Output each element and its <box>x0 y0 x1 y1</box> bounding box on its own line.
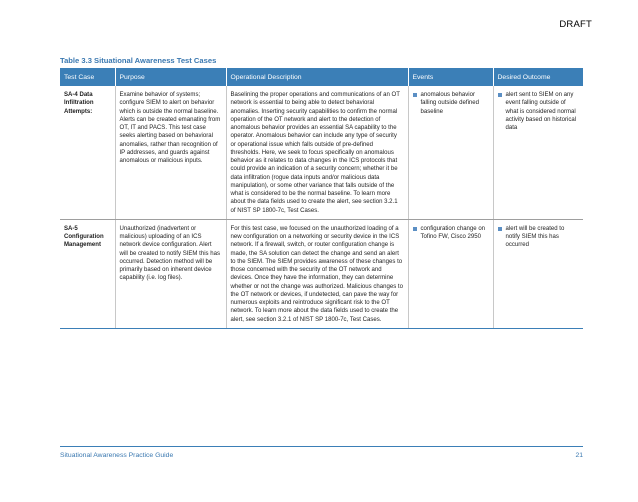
footer-page-number: 21 <box>575 452 583 459</box>
events-text: anomalous behavior falling outside defined baseline <box>420 92 479 115</box>
table-row <box>60 86 583 219</box>
column-header-purpose: Purpose <box>115 68 226 86</box>
events-cell <box>408 86 493 219</box>
table-caption: Table 3.3 Situational Awareness Test Cases <box>60 56 217 65</box>
events-text: configuration change on Tofino FW, Cisco 2950 <box>420 225 486 240</box>
desired-outcome-cell <box>493 219 583 328</box>
desired-outcome-cell <box>493 86 583 219</box>
draft-label: DRAFT <box>559 19 592 30</box>
table-row <box>60 219 583 328</box>
events-cell <box>408 219 493 328</box>
bullet-icon <box>413 93 417 97</box>
test-case-cell: SA-4 Data Infiltration Attempts: <box>60 86 115 219</box>
footer-guide-title: Situational Awareness Practice Guide <box>60 452 174 459</box>
bullet-icon <box>498 227 502 231</box>
column-header-operational-description: Operational Description <box>226 68 408 86</box>
operational-description-cell: For this test case, we focused on the unauthorized loading of a new configuration on a networking or security device in the ICS network. If a firewall, switch, or router configuration change is made, the SA solution can detect the change and send an alert to the SIEM. The SIEM provides awareness of these changes to those concerned with the security of the OT network and devices. Once they have the information, they can determine whether or not the change was authorized. Malicious changes to the OT network or devices, if undetected, can pave the way for numerous exploits and reintroduce significant risk to the OT network. To learn more about the data fields used to create the alert, see section 3.2.1 of NIST SP 1800-7c, Test Cases. <box>226 219 408 328</box>
column-header-desired-outcome: Desired Outcome <box>493 68 583 86</box>
desired-outcome-text: alert sent to SIEM on any event falling outside of what is considered normal activity based on historical data <box>505 92 577 131</box>
column-header-events: Events <box>408 68 493 86</box>
column-header-test-case: Test Case <box>60 68 115 86</box>
footer-divider <box>60 446 583 447</box>
purpose-cell: Unauthorized (inadvertent or malicious) uploading of an ICS network device configuration. Alert will be created to notify SIEM this has occurred. Detection method will be primarily based on inherent device capability (i.e. log files). <box>115 219 226 328</box>
operational-description-cell: Baselining the proper operations and communications of an OT network is essential to being able to detect behavioral anomalies. Inserting security capabilities to confirm the normal operation of the OT network and alert to the detection of anomalous behavior provides an essential SA capability to the operator. Anomalous behavior can include any type of security or operational issue which falls outside of pre-defined thresholds. Here, we seek to focus specifically on anomalous behavior as it relates to data changes in the ICS protocols that could provide an indication of a security concern; whether it be data infiltration (rogue data inputs and/or malicious data manipulation), or some other variance that falls outside of the what is considered to be the normal baseline. To learn more about the data fields used to create the alert, see section 3.2.1 of NIST SP 1800-7c, Test Cases. <box>226 86 408 219</box>
bullet-icon <box>413 227 417 231</box>
test-case-cell: SA-5 Configuration Management <box>60 219 115 328</box>
purpose-cell: Examine behavior of systems; configure SIEM to alert on behavior which is outside the normal baseline. Alerts can be created emanating from OT, IT and PACS. This test case seeks alerting based on behavioral anomalies, rather than recognition of IP addresses, and guards against anomalous or malicious inputs. <box>115 86 226 219</box>
desired-outcome-text: alert will be created to notify SIEM this has occurred <box>505 225 565 249</box>
bullet-icon <box>498 93 502 97</box>
table-header-row <box>60 68 583 86</box>
test-cases-table <box>60 68 583 329</box>
